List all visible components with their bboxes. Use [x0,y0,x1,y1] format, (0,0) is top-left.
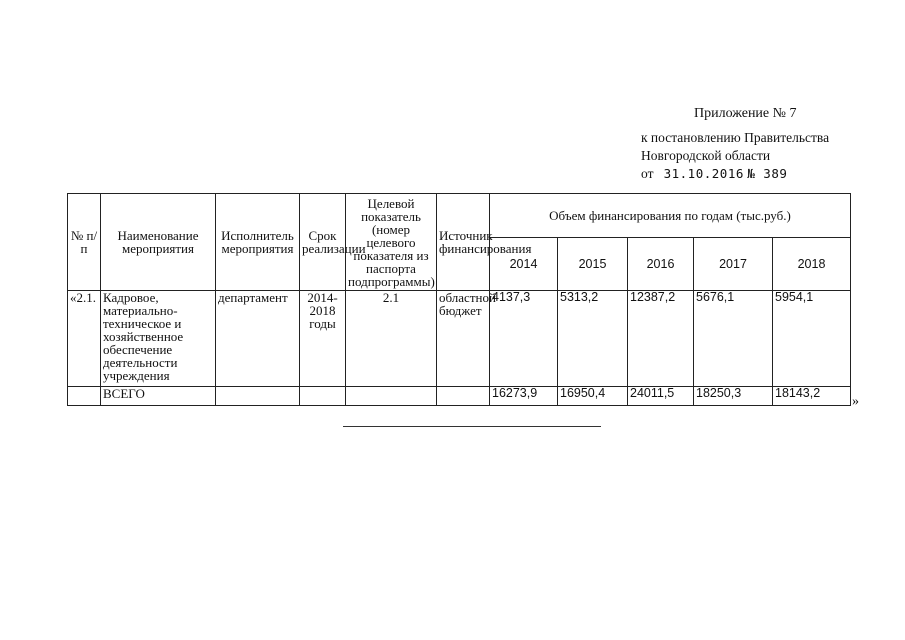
row-target: 2.1 [346,291,437,387]
header-year: 2016 [628,238,694,291]
total-empty [300,387,346,406]
reference-line-1: к постановлению Правительства [641,130,830,145]
total-empty [68,387,101,406]
row-num: «2.1. [68,291,101,387]
header-target: Целевой показатель (номер целевого показателя из паспорта подпрограммы) [346,194,437,291]
header-funding: Объем финансирования по годам (тыс.руб.) [490,194,851,238]
header-year: 2017 [694,238,773,291]
total-empty [437,387,490,406]
table-row [68,291,851,387]
total-value: 24011,5 [628,387,694,406]
reference-date-line [641,166,787,182]
appendix-title: Приложение № 7 [694,106,797,121]
row-term: 2014-2018 годы [300,291,346,387]
total-value: 16273,9 [490,387,558,406]
header-source: Источник финансирования [437,194,490,291]
total-empty [346,387,437,406]
decree-date: 31.10.2016 [663,166,744,181]
header-year: 2014 [490,238,558,291]
header-name: Наименование мероприятия [101,194,216,291]
row-value: 5954,1 [773,291,851,387]
table-total-row [68,387,851,406]
decree-number: № 389 [747,166,788,181]
row-value: 12387,2 [628,291,694,387]
header-term: Срок реализации [300,194,346,291]
total-value: 16950,4 [558,387,628,406]
table-header-row [68,194,851,238]
header-executor: Исполнитель мероприятия [216,194,300,291]
row-value: 4137,3 [490,291,558,387]
header-year: 2018 [773,238,851,291]
row-value: 5313,2 [558,291,628,387]
header-num: № п/п [68,194,101,291]
row-name: Кадровое, материально-техническое и хозяйственное обеспечение деятельности учреждения [101,291,216,387]
total-value: 18250,3 [694,387,773,406]
total-label: ВСЕГО [101,387,216,406]
row-executor: департамент [216,291,300,387]
reference-line-2: Новгородской области [641,148,771,163]
date-prefix: от [641,166,654,181]
total-value: 18143,2 [773,387,851,406]
header-year: 2015 [558,238,628,291]
separator-line [343,426,601,427]
total-empty [216,387,300,406]
row-value: 5676,1 [694,291,773,387]
row-source: областной бюджет [437,291,490,387]
funding-table [67,193,851,406]
closing-quote: » [852,394,859,409]
